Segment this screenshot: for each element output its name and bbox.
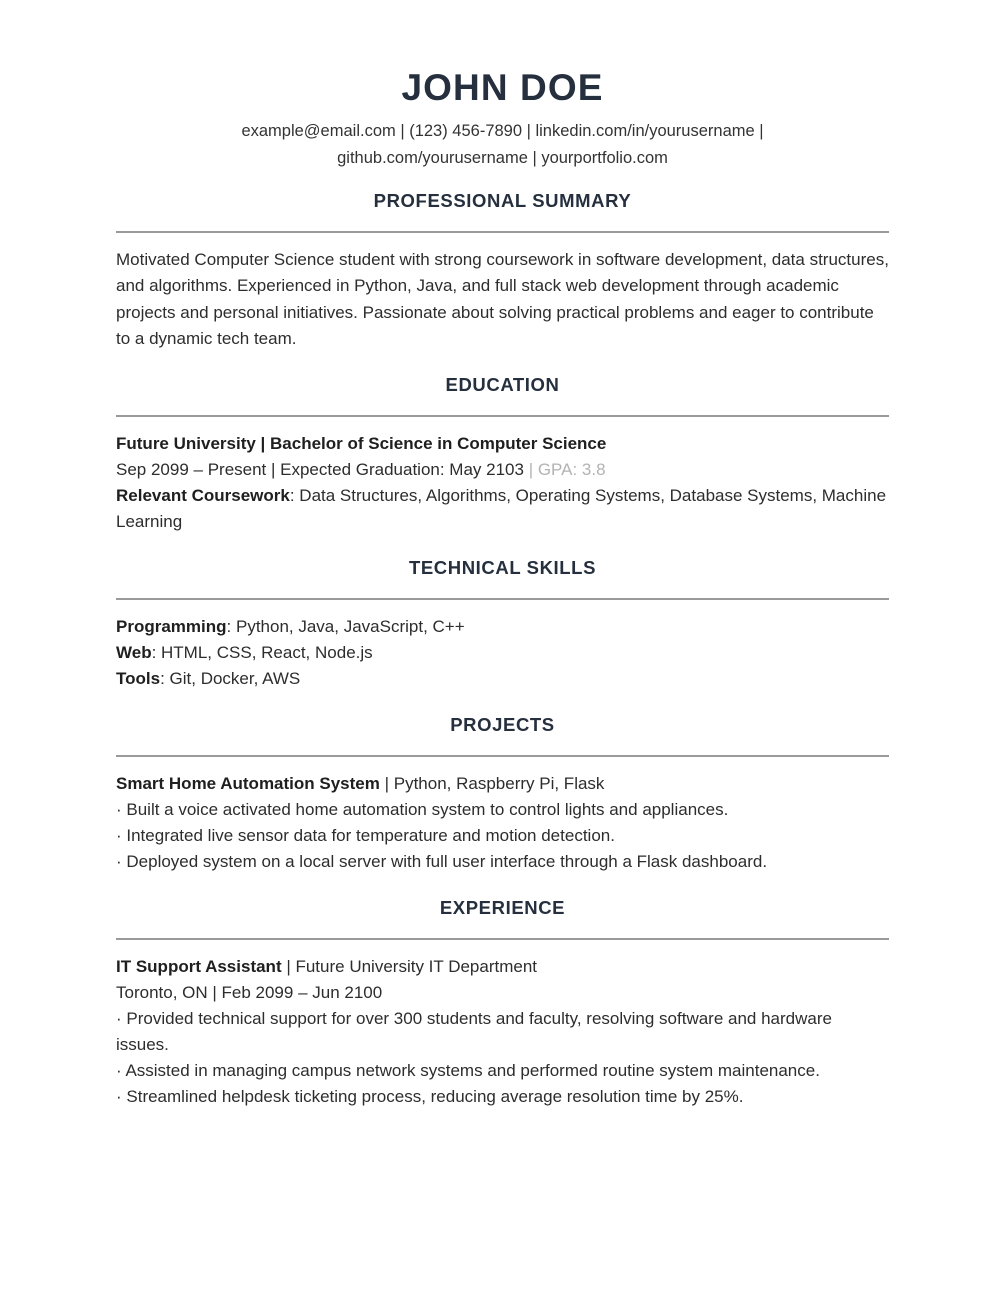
experience-location-dates: Toronto, ON | Feb 2099 – Jun 2100 [116, 983, 383, 1003]
education-dates: Sep 2099 – Present | Expected Graduation: May 2103 [116, 460, 524, 480]
skill-value: : Python, Java, JavaScript, C++ [226, 617, 465, 637]
contact-line-primary: example@email.com | (123) 456-7890 | linkedin.com/in/yourusername | [241, 121, 764, 140]
experience-bullet: · Provided technical support for over 300 students and faculty, resolving software and hardware issues. [116, 1009, 832, 1055]
skill-label: Tools [116, 669, 161, 689]
skill-value: : Git, Docker, AWS [160, 669, 301, 689]
experience-bullet: · Streamlined helpdesk ticketing process, reducing average resolution time by 25%. [116, 1087, 744, 1107]
skill-label: Web [116, 643, 152, 663]
section-divider [116, 598, 889, 600]
contact-line-secondary: github.com/yourusername | yourportfolio.com [337, 149, 668, 168]
project-name: Smart Home Automation System [116, 774, 380, 794]
section-professional-summary [116, 190, 889, 352]
section-projects [116, 714, 889, 875]
skill-row [116, 614, 889, 640]
project-bullet: · Integrated live sensor data for temperature and motion detection. [116, 826, 615, 846]
education-coursework-line [116, 483, 889, 535]
experience-role-line [116, 954, 889, 980]
section-heading-technical-skills: TECHNICAL SKILLS [408, 557, 597, 579]
education-school-name: Future University | Bachelor of Science in Computer Science [116, 434, 607, 454]
experience-role-title: IT Support Assistant [116, 957, 282, 977]
section-divider [116, 755, 889, 757]
project-bullet: · Deployed system on a local server with full user interface through a Flask dashboard. [116, 852, 768, 872]
section-heading-education: EDUCATION [445, 374, 560, 396]
education-coursework-label: Relevant Coursework [116, 486, 290, 506]
section-divider [116, 938, 889, 940]
education-coursework-value: : Data Structures, Algorithms, Operating Systems, Database Systems, Machine Learning [116, 486, 887, 532]
skill-value: : HTML, CSS, React, Node.js [151, 643, 373, 663]
section-divider [116, 231, 889, 233]
section-divider [116, 415, 889, 417]
section-experience [116, 897, 889, 1110]
experience-employer: | Future University IT Department [281, 957, 538, 977]
project-title-line [116, 771, 889, 797]
education-dates-line [116, 457, 889, 483]
skill-label: Programming [116, 617, 227, 637]
experience-bullet: · Assisted in managing campus network systems and performed routine system maintenance. [116, 1061, 820, 1081]
section-heading-experience: EXPERIENCE [439, 897, 566, 919]
section-technical-skills [116, 557, 889, 692]
summary-paragraph: Motivated Computer Science student with strong coursework in software development, data structures, and algorithms. Experienced in Python, Java, and full stack web development through academic projects and personal initiatives. Passionate about solving practical problems and eager to contribute to a dynamic tech team. [116, 249, 889, 348]
section-education [116, 374, 889, 535]
project-bullet: · Built a voice activated home automation system to control lights and appliances. [116, 800, 729, 820]
section-heading-professional-summary: PROFESSIONAL SUMMARY [373, 189, 632, 211]
skill-row [116, 640, 889, 666]
section-heading-projects: PROJECTS [450, 714, 555, 736]
education-school-line [116, 431, 889, 457]
education-gpa: | GPA: 3.8 [523, 460, 606, 480]
page-title: JOHN DOE [401, 67, 604, 108]
project-tech-stack: | Python, Raspberry Pi, Flask [379, 774, 605, 794]
skill-row [116, 666, 889, 692]
